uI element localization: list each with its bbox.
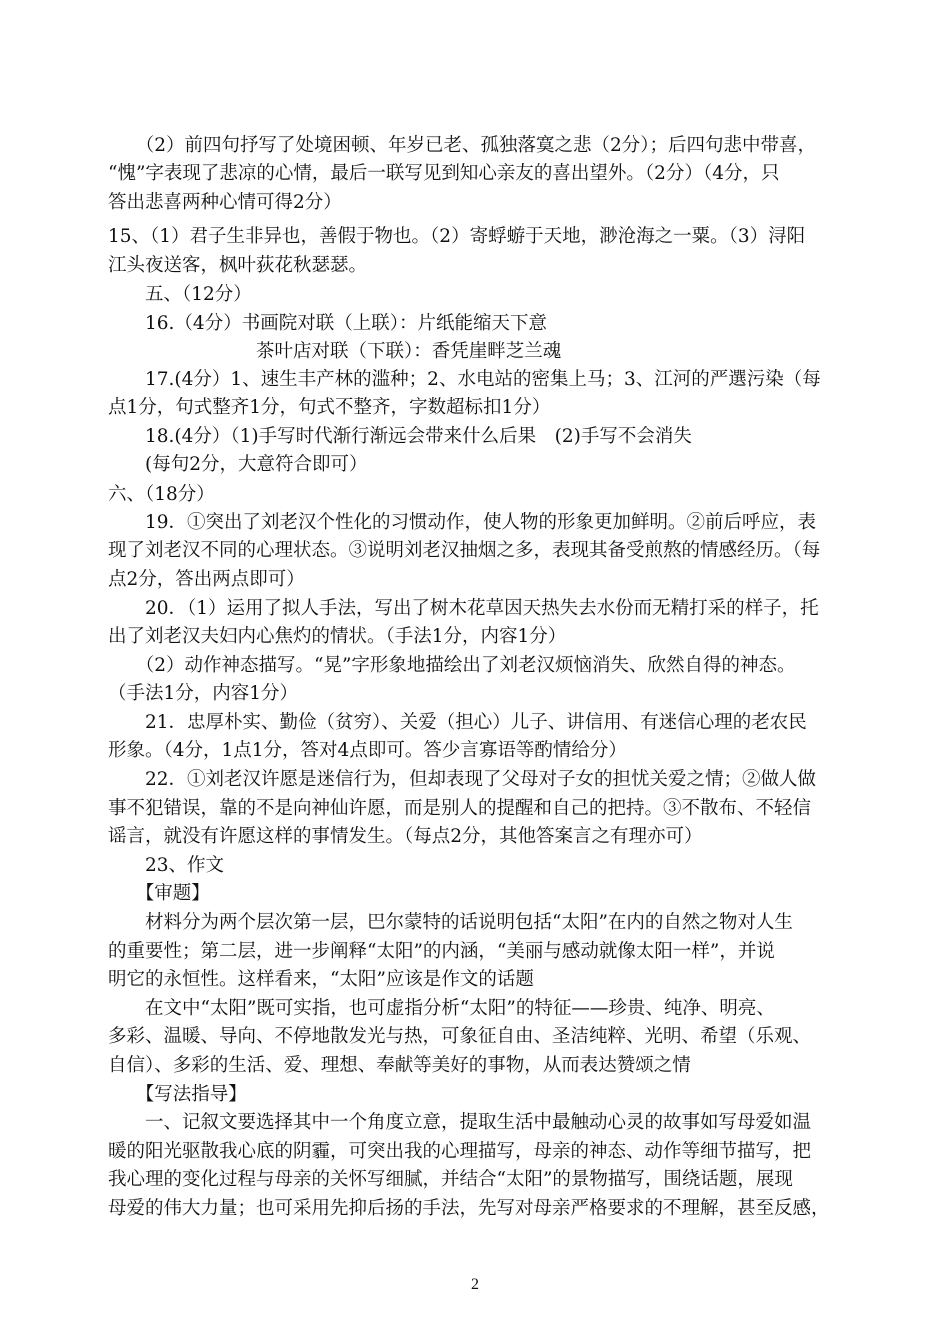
text-line: 母爱的伟大力量；也可采用先抑后扬的手法，先写对母亲严格要求的不理解，甚至反感， bbox=[108, 1198, 830, 1219]
section-heading: 23、作文 bbox=[108, 855, 225, 876]
text-line: 形象。（4分，1点1分，答对4点即可。答少言寡语等酌情给分） bbox=[108, 740, 627, 761]
text-line: 多彩、温暖、导向、不停地散发光与热，可象征自由、圣洁纯粹、光明、希望（乐观、 bbox=[108, 1026, 812, 1047]
text-line: 18.(4分）（1)手写时代渐行渐远会带来什么后果 (2)手写不会消失 bbox=[108, 426, 692, 447]
text-line: 明它的永恒性。这样看来，“太阳”应该是作文的话题 bbox=[108, 969, 534, 990]
text-line: （2）动作神态描写。“晃”字形象地描绘出了刘老汉烦恼消失、欣然自得的神态。 bbox=[108, 655, 796, 676]
text-line: 点1分，句式整齐1分，句式不整齐，字数超标扣1分） bbox=[108, 397, 551, 418]
text-line: “愧”字表现了悲凉的心情，最后一联写见到知心亲友的喜出望外。（2分）（4分，只 bbox=[108, 163, 780, 184]
text-line: 20．（1）运用了拟人手法，写出了树木花草因天热失去水份而无精打采的样子，托 bbox=[108, 598, 819, 619]
text-line: 一、记叙文要选择其中一个角度立意，提取生活中最触动心灵的故事如写母爱如温 bbox=[108, 1112, 812, 1133]
text-line: 我心理的变化过程与母亲的关怀写细腻，并结合“太阳”的景物描写，围绕话题，展现 bbox=[108, 1169, 793, 1190]
section-heading: 六、（18分） bbox=[108, 484, 215, 505]
text-line: 答出悲喜两种心情可得2分） bbox=[108, 192, 342, 213]
text-line: （手法1分，内容1分） bbox=[108, 683, 299, 704]
text-line: (每句2分，大意符合即可） bbox=[108, 454, 368, 475]
text-line: 自信）、多彩的生活、爱、理想、奉献等美好的事物，从而表达赞颂之情 bbox=[108, 1055, 691, 1076]
text-line: （2）前四句抒写了处境困顿、年岁已老、孤独落寞之悲（2分）；后四句悲中带喜， bbox=[108, 135, 817, 156]
text-line: 16.（4分）书画院对联（上联）：片纸能缩天下意 bbox=[108, 313, 547, 334]
text-line: 茶叶店对联（下联）：香凭崖畔芝兰魂 bbox=[108, 341, 562, 362]
text-line: 谣言，就没有许愿这样的事情发生。（每点2分，其他答案言之有理亦可） bbox=[108, 826, 703, 847]
text-line: 21．忠厚朴实、勤俭（贫穷）、关爱（担心）儿子、讲信用、有迷信心理的老农民 bbox=[108, 712, 807, 733]
text-line: 出了刘老汉夫妇内心焦灼的情状。（手法1分，内容1分） bbox=[108, 626, 567, 647]
section-heading: 【审题】 bbox=[108, 883, 210, 904]
text-line: 事不犯错误，靠的不是向神仙许愿，而是别人的提醒和自己的把持。③不散布、不轻信 bbox=[108, 798, 812, 819]
text-line: 现了刘老汉不同的心理状态。③说明刘老汉抽烟之多，表现其备受煎熬的情感经历。（每 bbox=[108, 540, 821, 561]
text-line: 材料分为两个层次第一层，巴尔蒙特的话说明包括“太阳”在内的自然之物对人生 bbox=[108, 912, 793, 933]
text-line: 15、（1）君子生非异也，善假于物也。（2）寄蜉蝣于天地，渺沧海之一粟。（3）浔阳 bbox=[108, 226, 806, 247]
text-line: 点2分，答出两点即可） bbox=[108, 569, 305, 590]
page-number: 2 bbox=[471, 1276, 479, 1293]
text-line: 22．①刘老汉许愿是迷信行为，但却表现了父母对子女的担忧关爱之情；②做人做 bbox=[108, 769, 817, 790]
text-line: 暖的阳光驱散我心底的阴霾，可突出我的心理描写，母亲的神态、动作等细节描写，把 bbox=[108, 1141, 812, 1162]
text-line: 在文中“太阳”既可实指，也可虚指分析“太阳”的特征——珍贵、纯净、明亮、 bbox=[108, 998, 775, 1019]
section-heading: 五、（12分） bbox=[108, 284, 252, 305]
text-line: 江头夜送客，枫叶荻花秋瑟瑟。 bbox=[108, 255, 368, 276]
section-heading: 【写法指导】 bbox=[108, 1084, 247, 1105]
text-line: 的重要性；第二层，进一步阐释“太阳”的内涵，“美丽与感动就像太阳一样”，并说 bbox=[108, 941, 775, 962]
text-line: 17.(4分）1、速生丰产林的滥种；2、水电站的密集上马；3、江河的严選污染（每 bbox=[108, 369, 821, 390]
text-line: 19．①突出了刘老汉个性化的习惯动作，使人物的形象更加鲜明。②前后呼应，表 bbox=[108, 512, 817, 533]
